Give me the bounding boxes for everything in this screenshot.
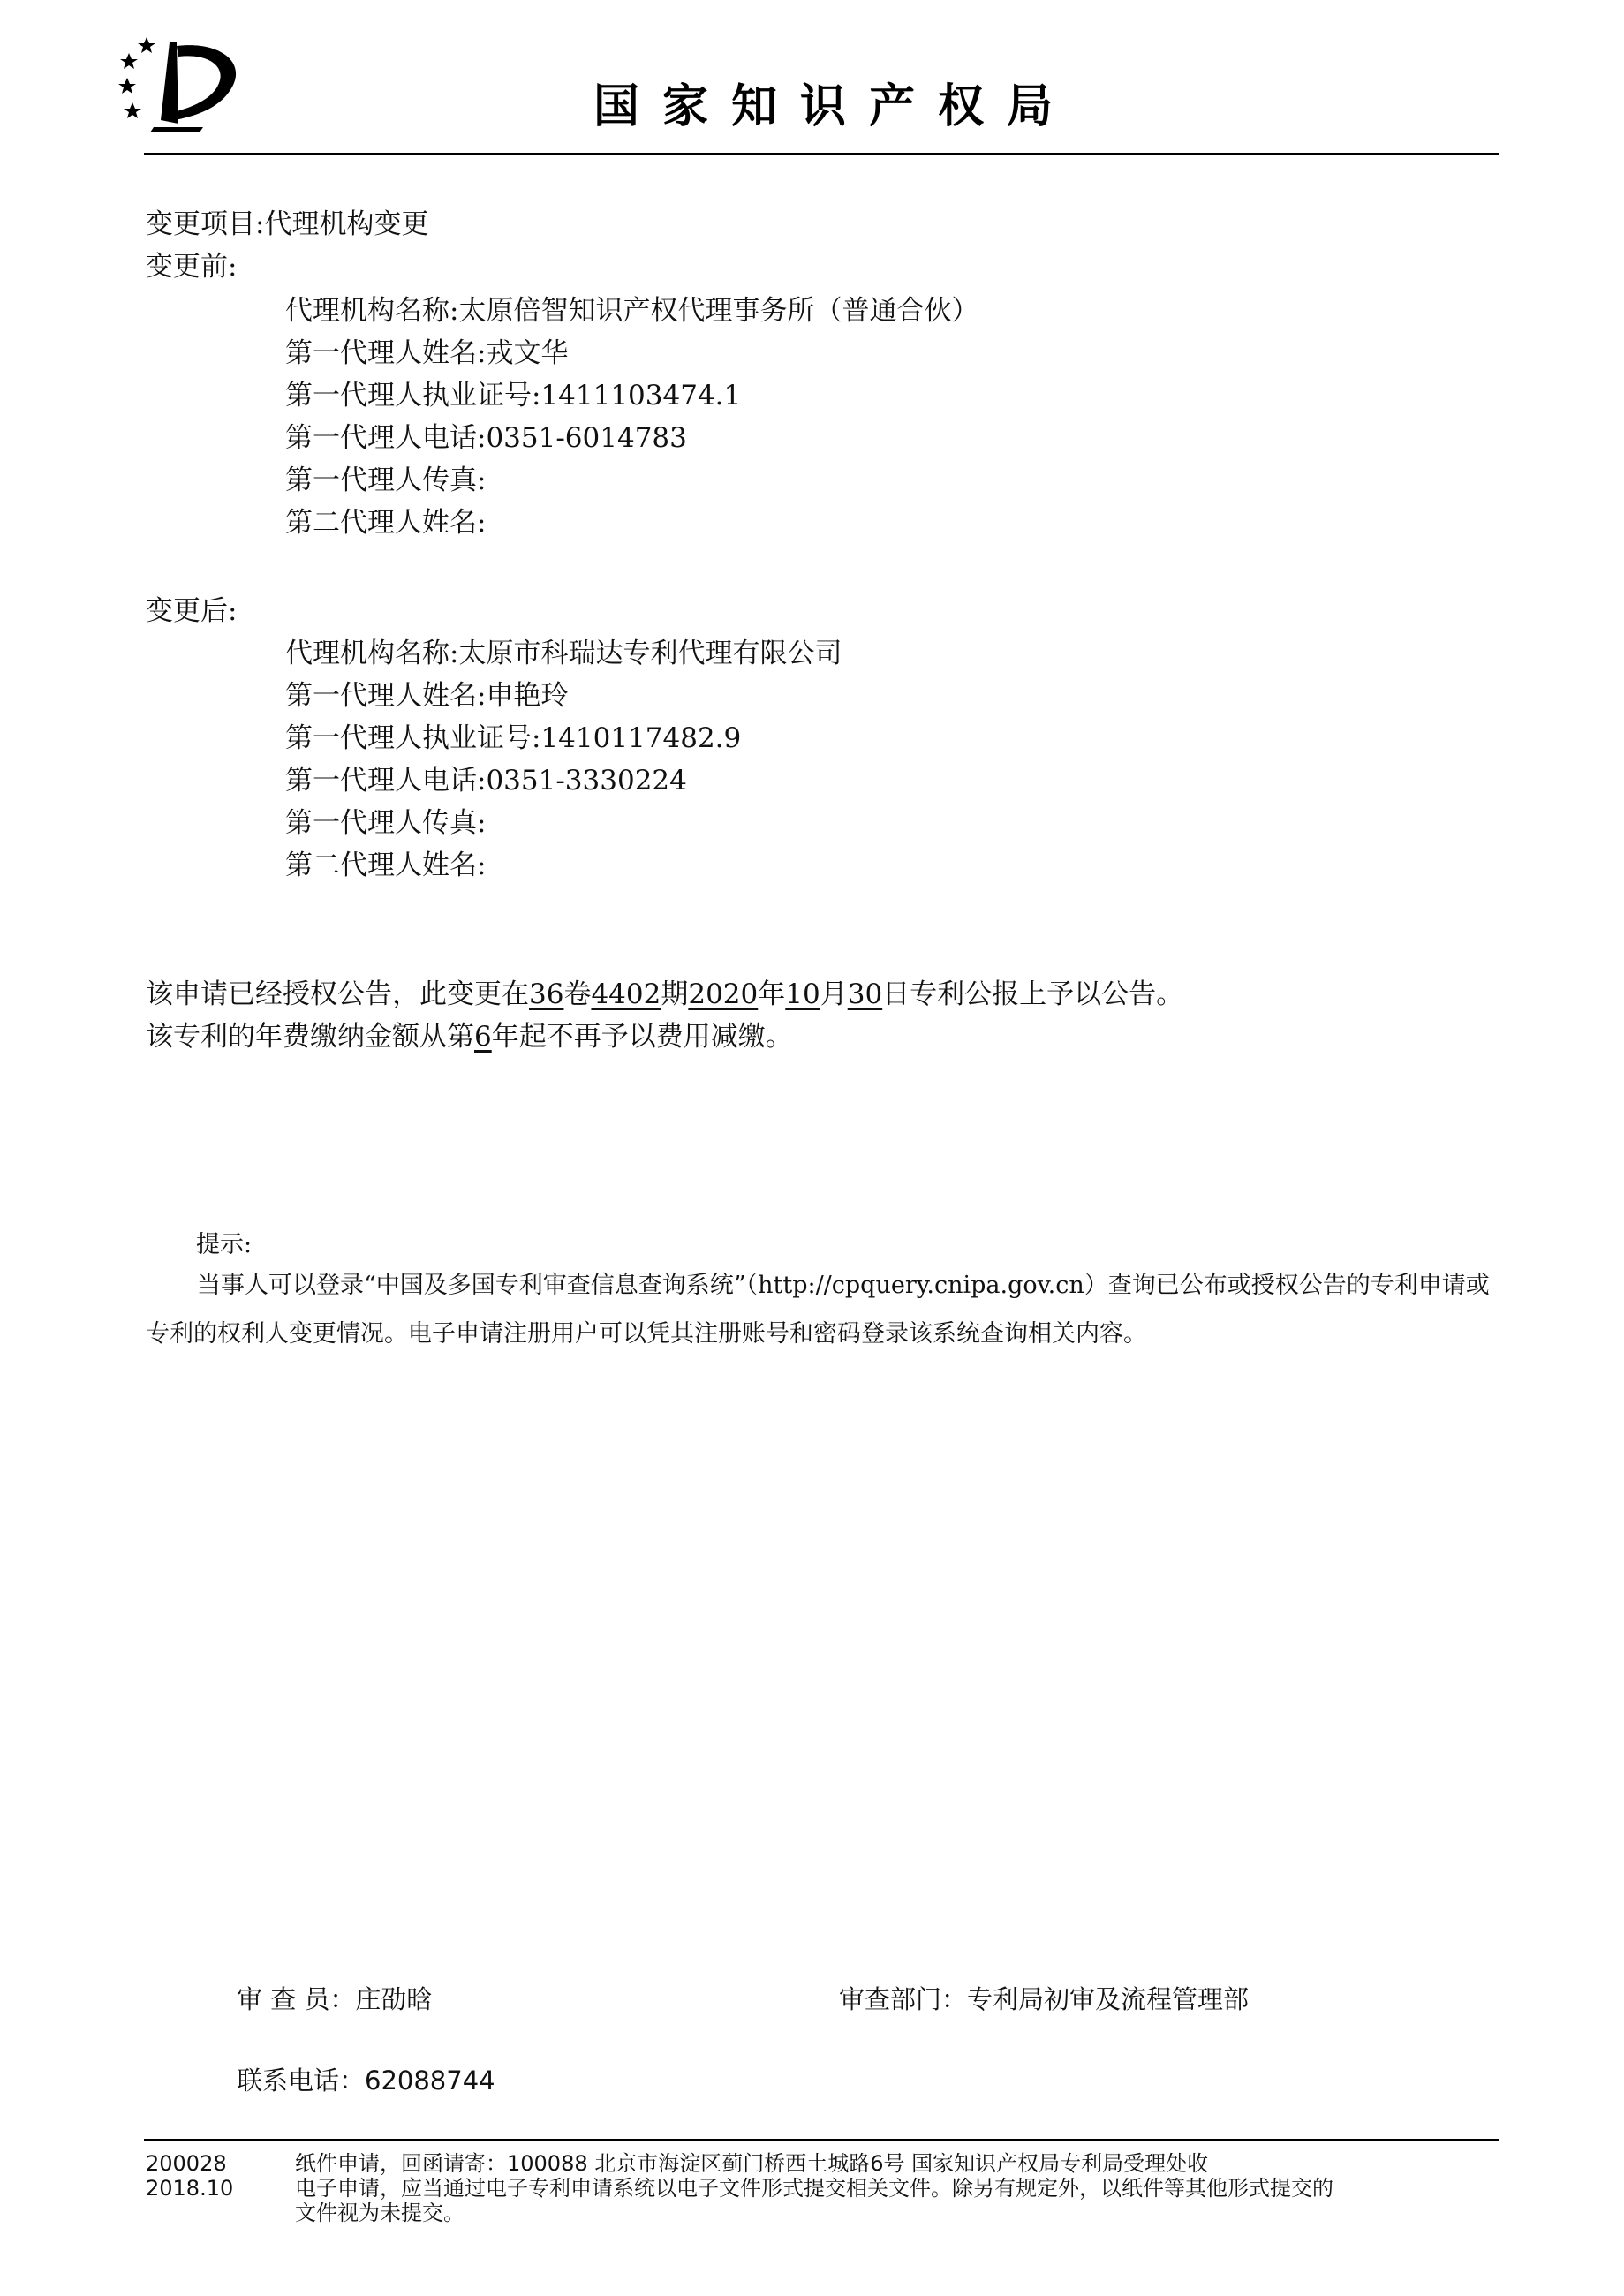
form-version: 2018.10: [146, 2176, 234, 2201]
before-first-agent-license: 第一代理人执业证号:1411103474.1: [285, 380, 742, 412]
after-first-agent-phone: 第一代理人电话:0351-3330224: [285, 765, 687, 797]
gazette-year: 2020: [688, 978, 759, 1010]
before-agency-name: 代理机构名称:太原倍智知识产权代理事务所（普通合伙）: [285, 295, 979, 327]
form-code: 200028: [146, 2151, 227, 2176]
before-label: 变更前:: [146, 251, 238, 283]
hint-label: 提示:: [196, 1231, 253, 1258]
contact-phone: 联系电话：62088744: [237, 2066, 495, 2096]
before-first-agent-phone: 第一代理人电话:0351-6014783: [285, 422, 687, 454]
before-first-agent-fax: 第一代理人传真:: [285, 464, 487, 496]
examining-department: 审查部门：专利局初审及流程管理部: [839, 1984, 1250, 2014]
footer-electronic-submission-cont: 文件视为未提交。: [295, 2201, 465, 2225]
after-first-agent-fax: 第一代理人传真:: [285, 807, 487, 839]
office-name: 国家知识产权局: [593, 80, 1076, 133]
footer-divider: [144, 2139, 1499, 2141]
gazette-issue: 4402: [591, 978, 661, 1010]
announcement-line-2: 该专利的年费缴纳金额从第6年起不再予以费用减缴。: [146, 1021, 793, 1053]
after-agency-name: 代理机构名称:太原市科瑞达专利代理有限公司: [285, 638, 842, 669]
header-divider: [144, 153, 1499, 155]
footer-paper-submission: 纸件申请，回函请寄：100088 北京市海淀区蓟门桥西土城路6号 国家知识产权局专利局受理处收: [295, 2151, 1209, 2176]
announcement-line-1: 该申请已经授权公告，此变更在36卷4402期2020年10月30日专利公报上予以公告。: [146, 978, 1184, 1010]
change-item: 变更项目:代理机构变更: [146, 208, 429, 240]
before-first-agent-name: 第一代理人姓名:戎文华: [285, 337, 569, 369]
after-first-agent-license: 第一代理人执业证号:1410117482.9: [285, 722, 742, 754]
before-second-agent-name: 第二代理人姓名:: [285, 507, 487, 539]
gazette-volume: 36: [529, 978, 564, 1010]
footer-electronic-submission: 电子申请，应当通过电子专利申请系统以电子文件形式提交相关文件。除另有规定外，以纸件等其他形式提交的: [295, 2176, 1333, 2201]
gazette-month: 10: [785, 978, 820, 1010]
fee-start-year: 6: [474, 1021, 492, 1053]
after-second-agent-name: 第二代理人姓名:: [285, 850, 487, 881]
hint-text: 当事人可以登录“中国及多国专利审查信息查询系统”（http://cpquery.cnipa.gov.cn）查询已公布或授权公告的专利申请或专利的权利人变更情况。电子申请注册用户可以凭其注册账号和密码登录该系统查询相关内容。: [146, 1272, 1490, 1348]
after-label: 变更后:: [146, 595, 238, 627]
examiner: 审 查 员：庄劭晗: [237, 1984, 433, 2014]
gazette-day: 30: [847, 978, 883, 1010]
cnipa-logo-icon: [115, 35, 247, 134]
after-first-agent-name: 第一代理人姓名:申艳玲: [285, 680, 569, 712]
